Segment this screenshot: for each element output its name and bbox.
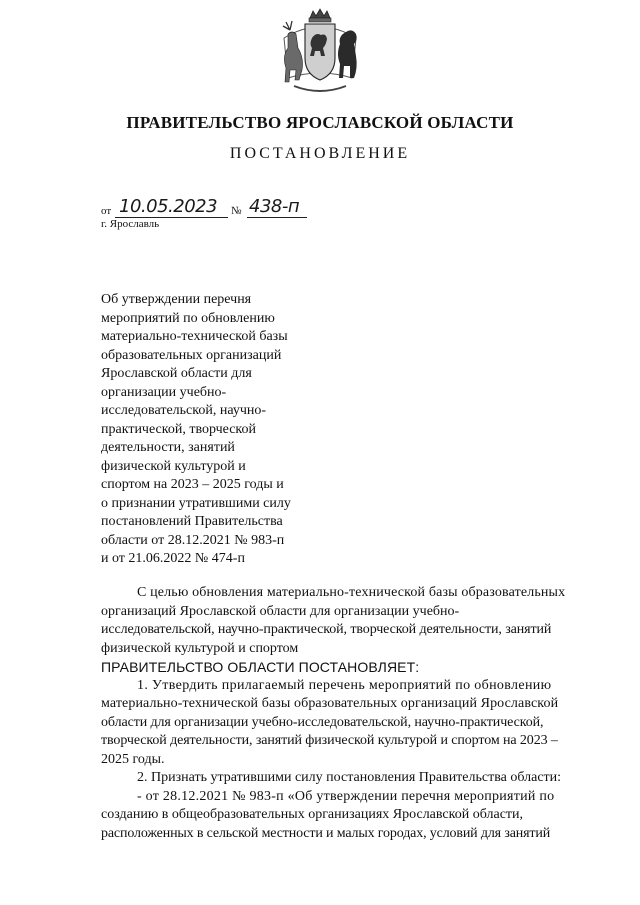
coat-of-arms-emblem xyxy=(272,8,368,100)
item-1-line-1: 1. Утвердить прилагаемый перечень мероприятий по обновлению xyxy=(137,677,552,693)
subject-line: мероприятий по обновлению xyxy=(101,310,275,326)
subject-line: практической, творческой xyxy=(101,421,257,437)
subject-line: организации учебно- xyxy=(101,384,227,400)
subject-line: деятельности, занятий xyxy=(101,440,235,455)
subject-line: образовательных организаций xyxy=(101,347,282,363)
document-number: 438-п xyxy=(249,196,300,217)
date-number-line xyxy=(101,196,321,220)
item-2-word: организациях xyxy=(308,807,390,822)
item-2-word: области, xyxy=(472,807,524,822)
document-date: 10.05.2023 xyxy=(119,196,218,217)
item-1-line-2: материально-технической базы образовательных организаций Ярославской xyxy=(101,696,559,711)
document-type: ПОСТАНОВЛЕНИЕ xyxy=(229,145,411,162)
item-2-word: в xyxy=(161,807,169,822)
number-underline xyxy=(247,217,307,218)
subject-line: о признании утратившими силу xyxy=(101,495,291,511)
item-1-line-4: творческой деятельности, занятий физической культурой и спортом на 2023 – xyxy=(101,733,558,748)
document-subject xyxy=(101,291,321,569)
subject-line: спортом на 2023 – 2025 годы и xyxy=(101,477,284,492)
subject-line: материально-технической базы xyxy=(101,329,288,344)
from-label: от xyxy=(101,205,112,217)
item-2-word: общеобразовательных xyxy=(171,807,305,822)
subject-line: Об утверждении перечня xyxy=(101,292,252,307)
intro-word: для xyxy=(309,603,331,619)
subject-line: постановлений Правительства xyxy=(101,514,283,529)
item-1-line-3: области для организации учебно-исследовательской, научно-практической, xyxy=(101,714,544,730)
intro-line-3: исследовательской, научно-практической, творческой деятельности, занятий xyxy=(101,622,552,637)
city: г. Ярославль xyxy=(101,218,160,230)
intro-paragraph-line xyxy=(101,584,604,603)
item-2-word: Ярославской xyxy=(392,807,470,822)
item-2-line-2: - от 28.12.2021 № 983-п «Об утверждении перечня мероприятий по xyxy=(137,788,555,804)
item-1-line-5: 2025 годы. xyxy=(101,751,165,767)
intro-paragraph-line xyxy=(101,603,604,622)
intro-word: области xyxy=(259,603,307,619)
intro-word: Ярославской xyxy=(179,603,257,619)
intro-word: учебно- xyxy=(412,603,460,619)
intro-word: организаций xyxy=(101,603,177,619)
resolution-heading: ПРАВИТЕЛЬСТВО ОБЛАСТИ ПОСТАНОВЛЯЕТ: xyxy=(101,659,420,675)
intro-word: организации xyxy=(333,603,410,619)
subject-line: и от 21.06.2022 № 474-п xyxy=(101,551,245,566)
item-2-word: созданию xyxy=(101,807,159,822)
government-title: ПРАВИТЕЛЬСТВО ЯРОСЛАВСКОЙ ОБЛАСТИ xyxy=(126,113,514,132)
subject-line: Ярославской области для xyxy=(101,366,252,381)
subject-line: физической культурой и xyxy=(101,458,246,474)
item-1-line xyxy=(101,677,604,696)
item-2-line-3 xyxy=(101,806,604,825)
item-2-line-1: 2. Признать утратившими силу постановления Правительства области: xyxy=(137,770,562,785)
item-2-line-4: расположенных в сельской местности и малых городах, условий для занятий xyxy=(101,825,551,841)
document-body xyxy=(101,584,604,843)
intro-line-1: С целью обновления материально-технической базы образовательных xyxy=(137,585,566,600)
number-label: № xyxy=(231,205,242,217)
subject-line: исследовательской, научно- xyxy=(101,403,267,418)
subject-line: области от 28.12.2021 № 983-п xyxy=(101,532,285,548)
intro-line-4: физической культурой и спортом xyxy=(101,640,299,656)
